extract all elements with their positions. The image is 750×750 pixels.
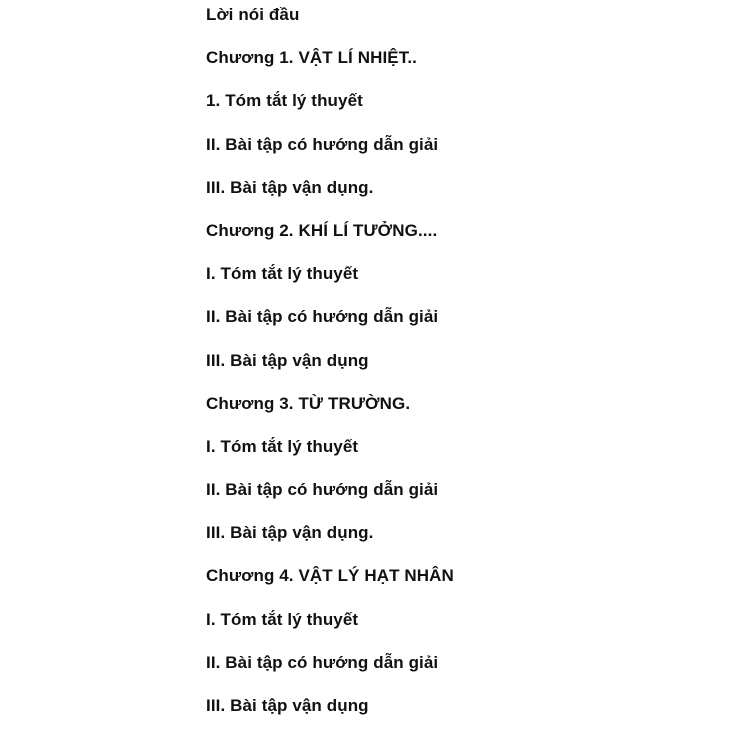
toc-chapter-1-practice-exercises: III. Bài tập vận dụng. — [206, 177, 374, 197]
toc-chapter-1-title: Chương 1. VẬT LÍ NHIỆT.. — [206, 48, 417, 68]
toc-chapter-2-practice-exercises: III. Bài tập vận dụng — [206, 350, 369, 370]
toc-chapter-4-theory-summary: I. Tóm tắt lý thuyết — [206, 609, 359, 629]
toc-preface: Lời nói đầu — [206, 5, 300, 24]
toc-chapter-2-title: Chương 2. KHÍ LÍ TƯỞNG.... — [206, 220, 438, 240]
toc-chapter-3-guided-exercises: II. Bài tập có hướng dẫn giải — [206, 480, 439, 500]
toc-chapter-2-guided-exercises: II. Bài tập có hướng dẫn giải — [206, 307, 439, 327]
toc-chapter-1-theory-summary: 1. Tóm tắt lý thuyết — [206, 91, 363, 111]
toc-chapter-1-guided-exercises: II. Bài tập có hướng dẫn giải — [206, 134, 439, 154]
toc-chapter-3-title: Chương 3. TỪ TRƯỜNG. — [206, 393, 411, 413]
toc-chapter-2-theory-summary: I. Tóm tắt lý thuyết — [206, 264, 359, 284]
toc-chapter-4-title: Chương 4. VẬT LÝ HẠT NHÂN — [206, 566, 454, 586]
toc-chapter-4-practice-exercises: III. Bài tập vận dụng — [206, 696, 369, 715]
table-of-contents — [206, 3, 454, 737]
toc-chapter-4-guided-exercises: II. Bài tập có hướng dẫn giải — [206, 652, 439, 672]
toc-chapter-3-theory-summary: I. Tóm tắt lý thuyết — [206, 436, 359, 456]
toc-chapter-3-practice-exercises: III. Bài tập vận dụng. — [206, 523, 374, 543]
